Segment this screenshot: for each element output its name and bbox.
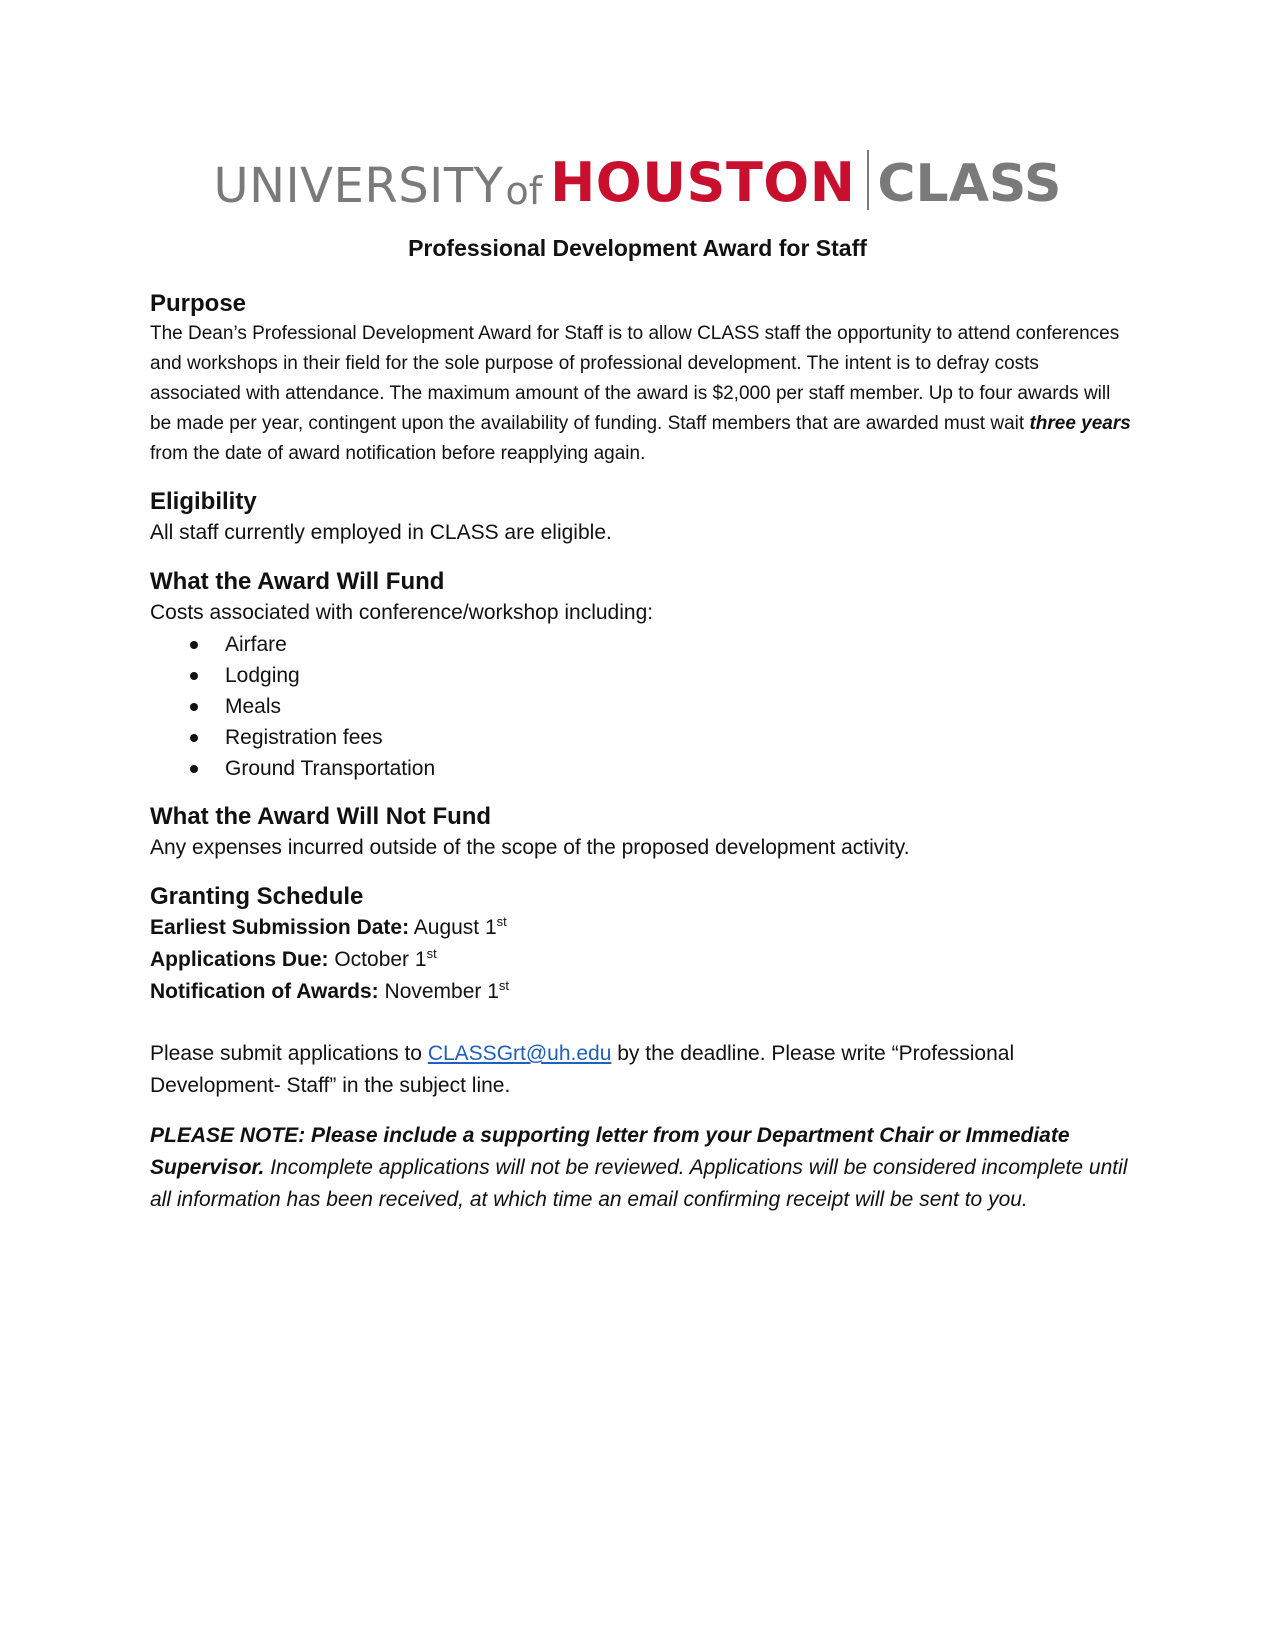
submit-text [150,1038,1135,1102]
schedule-suffix: st [496,914,507,929]
schedule-value: August 1 [409,916,497,939]
eligibility-section [150,487,1135,549]
list-item [150,722,1135,753]
logo-class-text: CLASS [877,154,1062,214]
list-item-label: Lodging [225,664,300,687]
will-fund-intro: Costs associated with conference/workshop including: [150,601,654,624]
schedule-label: Notification of Awards: [150,980,379,1003]
purpose-heading: Purpose [150,290,247,317]
bullet-icon [190,734,198,742]
bullet-icon [190,765,198,773]
logo-wordmark [213,150,1062,214]
schedule-row-submission [150,912,1135,944]
note-section [150,1120,1135,1216]
note-rest: Incomplete applications will not be reviewed. Applications will be considered incomplete until all information has been received, at which time an email confirming receipt will be sent to you. [150,1156,1128,1211]
schedule-label: Applications Due: [150,948,329,971]
document-title: Professional Development Award for Staff [408,235,867,261]
bullet-icon [190,641,198,649]
eligibility-heading: Eligibility [150,488,257,515]
will-not-fund-section [150,802,1135,864]
submit-section [150,1038,1135,1102]
eligibility-text: All staff currently employed in CLASS are eligible. [150,521,612,544]
list-item [150,660,1135,691]
schedule-row-due [150,944,1135,976]
university-logo [0,150,1275,214]
will-not-fund-text: Any expenses incurred outside of the scope of the proposed development activity. [150,836,910,859]
schedule-heading: Granting Schedule [150,883,364,910]
schedule-section [150,882,1135,1008]
list-item-label: Airfare [225,633,287,656]
purpose-text-before: The Dean’s Professional Development Award for Staff is to allow CLASS staff the opportunity to attend conferences and workshops in their field for the sole purpose of professional development. The intent is to defray costs associated with attendance. The maximum amount of the award is $2,000 per staff member. Up to four awards will be made per year, contingent upon the availability of funding. Staff members that are awarded must wait [150,323,1120,434]
purpose-section [150,289,1135,469]
document-body [150,289,1135,1234]
note-text [150,1120,1135,1216]
will-fund-heading: What the Award Will Fund [150,568,445,595]
schedule-suffix: st [426,946,437,961]
list-item [150,691,1135,722]
will-fund-section [150,567,1135,784]
schedule-value: November 1 [378,980,499,1003]
logo-houston-text: HOUSTON [550,151,856,214]
logo-of-text: of [505,169,543,213]
schedule-suffix: st [498,978,510,993]
purpose-text [150,319,1135,469]
schedule-label: Earliest Submission Date: [150,916,410,939]
list-item-label: Meals [225,695,282,718]
note-bold: PLEASE NOTE: Please include a supporting letter from your Department Chair or Immediate Supervisor. [150,1124,1070,1179]
logo-divider [867,150,869,210]
logo-university-text: UNIVERSITY [213,158,504,214]
list-item [150,629,1135,660]
bullet-icon [190,703,198,711]
will-fund-list [150,629,1135,784]
purpose-emphasis: three years [1029,413,1131,434]
schedule-value: October 1 [328,948,427,971]
list-item [150,753,1135,784]
list-item-label: Registration fees [225,726,383,749]
email-link[interactable]: CLASSGrt@uh.edu [427,1042,612,1065]
purpose-text-after: from the date of award notification before reapplying again. [150,443,646,464]
bullet-icon [190,672,198,680]
submit-text-before: Please submit applications to [150,1042,428,1065]
will-not-fund-heading: What the Award Will Not Fund [150,803,492,830]
schedule-row-notification [150,976,1135,1008]
submit-text-after: by the deadline. Please write “Professional Development- Staff” in the subject line. [150,1042,1015,1097]
list-item-label: Ground Transportation [225,757,436,780]
